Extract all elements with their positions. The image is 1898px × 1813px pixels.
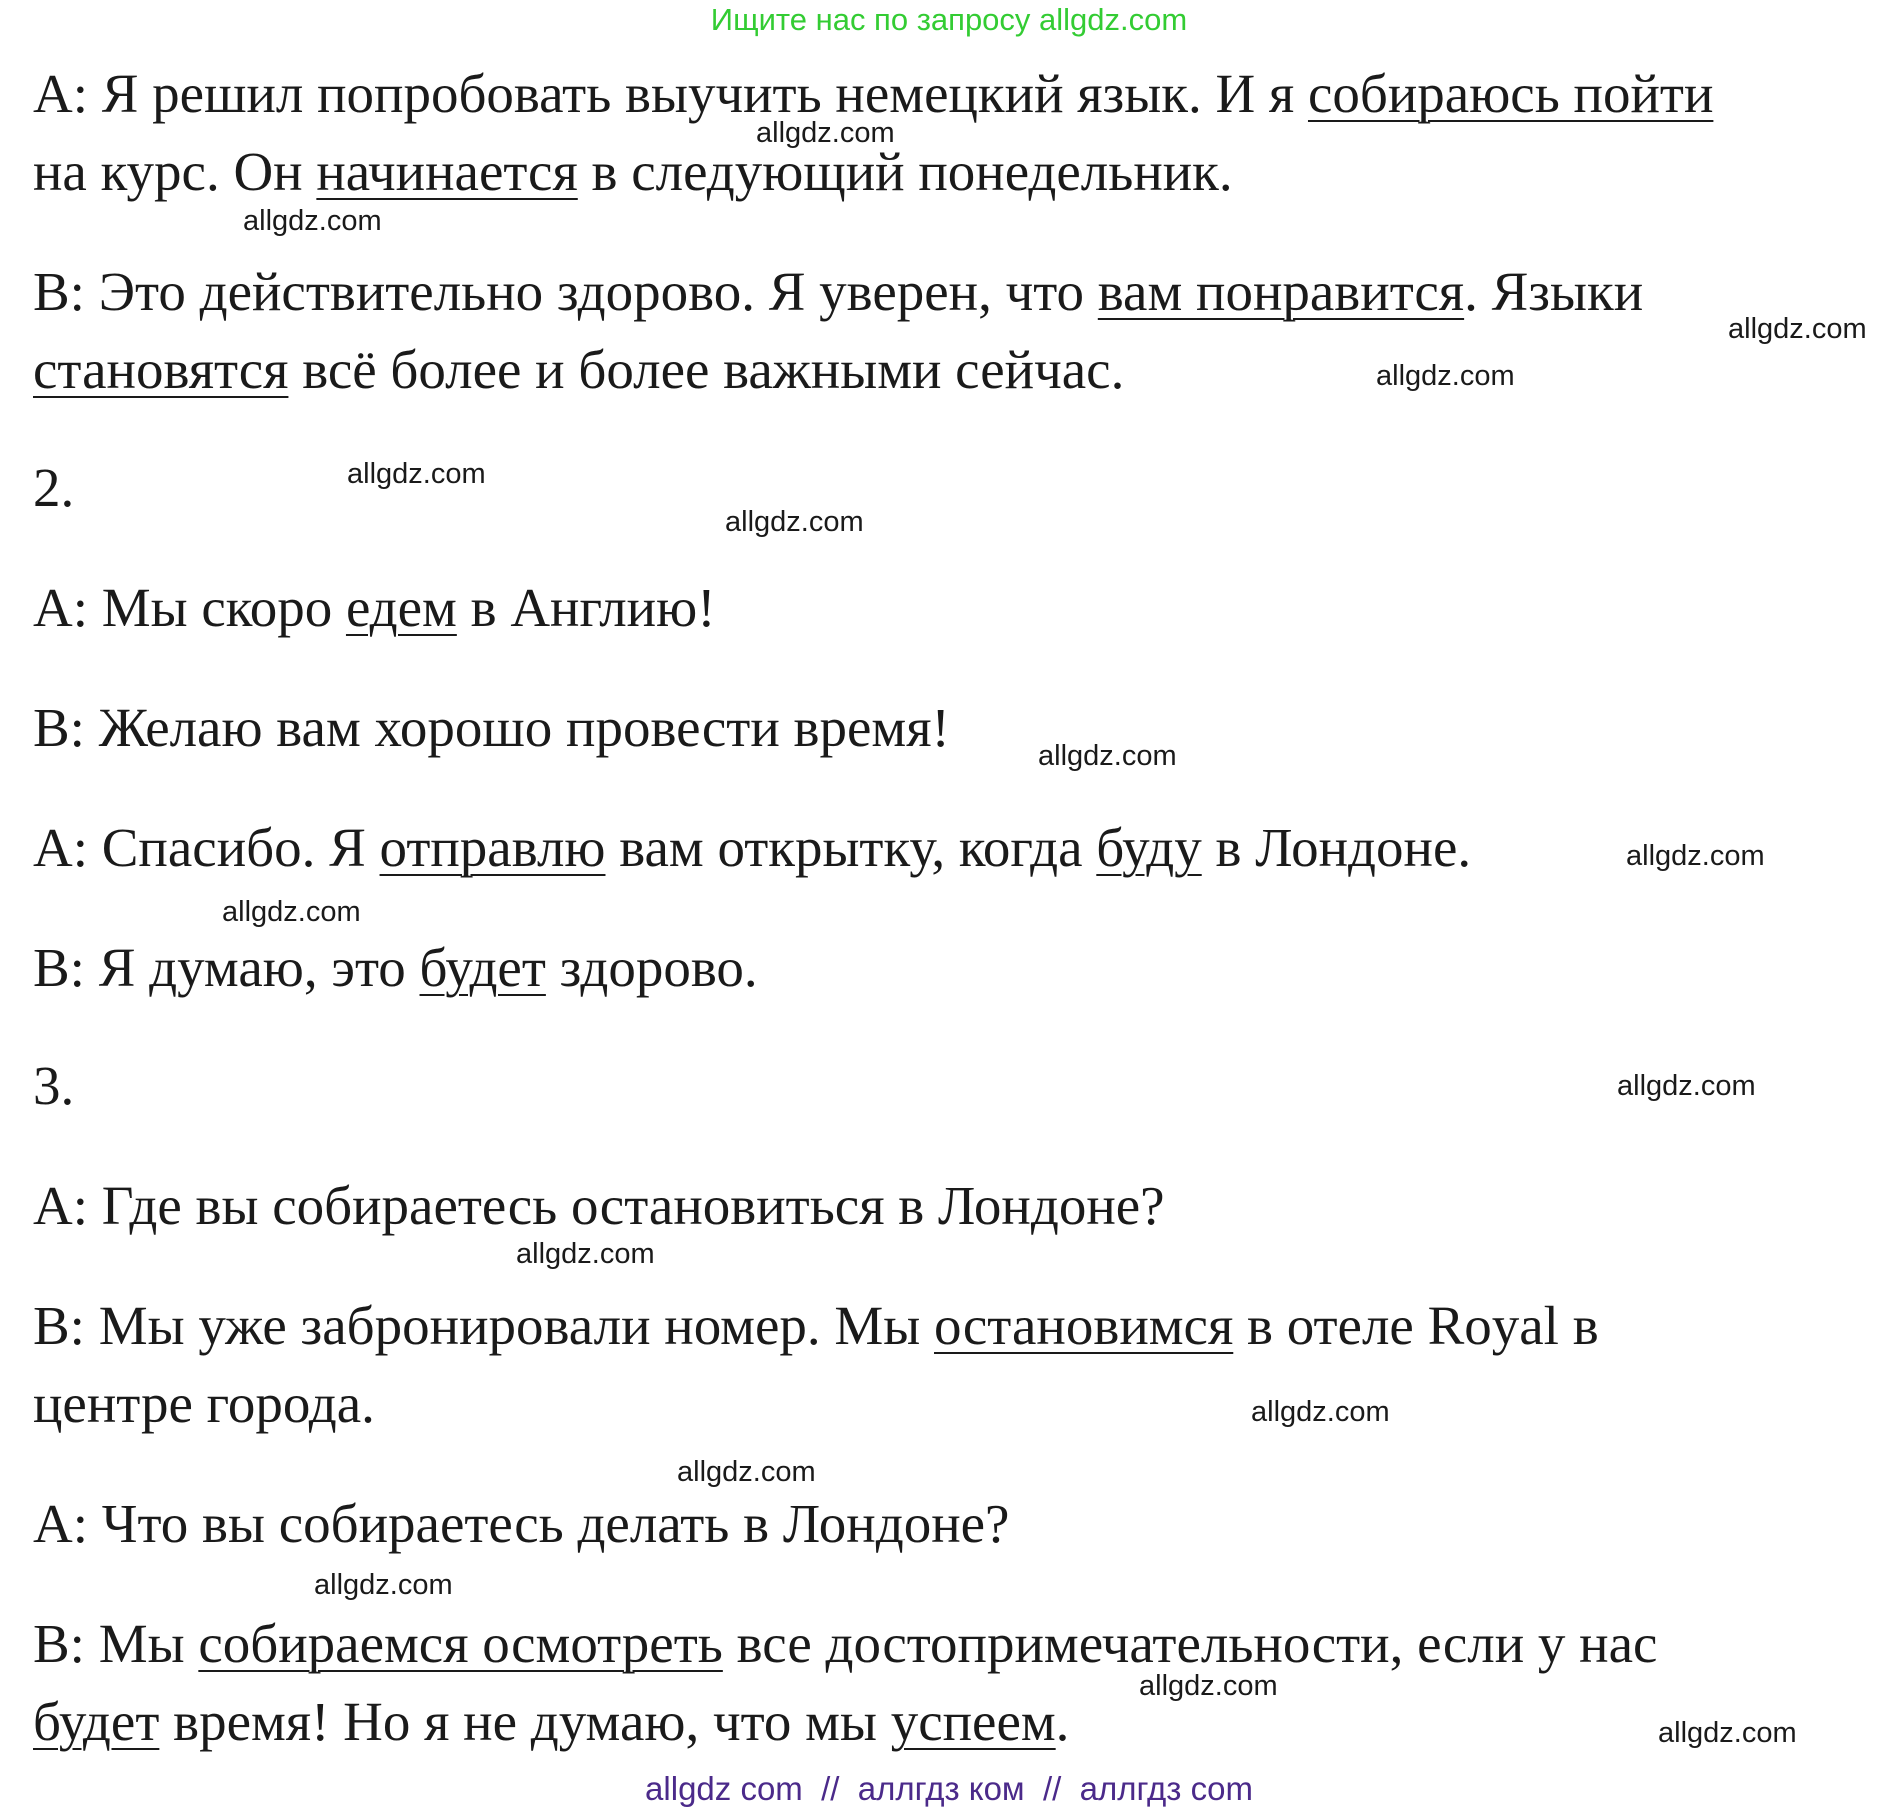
underlined-phrase: будет: [419, 937, 546, 998]
watermark: allgdz.com: [222, 896, 361, 928]
underlined-phrase: будет: [33, 1691, 160, 1752]
footer-links: allgdz com // аллгдз ком // аллгдз com: [645, 1770, 1253, 1807]
section3-line3: центре города.: [33, 1373, 375, 1434]
section3-line2: B: Мы уже забронировали номер. Мы остановимся в отеле Royal в: [33, 1295, 1599, 1356]
watermark: allgdz.com: [1626, 840, 1765, 872]
section3-line4: A: Что вы собираетесь делать в Лондоне?: [33, 1493, 1010, 1554]
dialog1-line4: становятся всё более и более важными сейчас.: [33, 339, 1125, 400]
section2-line1: A: Мы скоро едем в Англию!: [33, 577, 716, 638]
section3-line1: A: Где вы собираетесь остановиться в Лондоне?: [33, 1175, 1165, 1236]
section3-line6: будет время! Но я не думаю, что мы успеем.: [33, 1691, 1070, 1752]
section3-line5: B: Мы собираемся осмотреть все достопримечательности, если у нас: [33, 1613, 1658, 1674]
watermark: allgdz.com: [1251, 1396, 1390, 1428]
watermark: allgdz.com: [347, 458, 486, 490]
watermark: allgdz.com: [1658, 1717, 1797, 1749]
underlined-phrase: вам понравится: [1097, 261, 1465, 322]
watermark: allgdz.com: [314, 1569, 453, 1601]
top-banner: Ищите нас по запросу allgdz.com: [710, 2, 1188, 37]
underlined-phrase: остановимся: [934, 1295, 1234, 1356]
dialog1-line1: A: Я решил попробовать выучить немецкий язык. И я собираюсь пойти: [33, 63, 1714, 124]
watermark: allgdz.com: [1617, 1070, 1756, 1102]
watermark: allgdz.com: [243, 205, 382, 237]
underlined-phrase: начинается: [316, 141, 578, 202]
underlined-phrase: собираемся осмотреть: [198, 1613, 723, 1674]
section3-number: 3.: [33, 1055, 75, 1116]
watermark: allgdz.com: [1139, 1670, 1278, 1702]
dialog1-line3: B: Это действительно здорово. Я уверен, что вам понравится. Языки: [33, 261, 1644, 322]
underlined-phrase: собираюсь пойти: [1307, 63, 1714, 124]
watermark: allgdz.com: [1376, 360, 1515, 392]
watermark: allgdz.com: [516, 1238, 655, 1270]
underlined-phrase: успеем: [890, 1691, 1056, 1752]
section2-number: 2.: [33, 457, 75, 518]
underlined-phrase: едем: [345, 577, 457, 638]
watermark: allgdz.com: [1038, 740, 1177, 772]
section2-line2: B: Желаю вам хорошо провести время!: [33, 697, 950, 758]
underlined-phrase: буду: [1096, 817, 1202, 878]
underlined-phrase: становятся: [33, 339, 289, 400]
section2-line4: B: Я думаю, это будет здорово.: [33, 937, 758, 998]
watermark: allgdz.com: [1728, 313, 1867, 345]
watermark: allgdz.com: [756, 117, 895, 149]
section2-line3: A: Спасибо. Я отправлю вам открытку, когда буду в Лондоне.: [33, 817, 1472, 878]
dialog1-line2: на курс. Он начинается в следующий понедельник.: [33, 141, 1233, 202]
watermark: allgdz.com: [725, 506, 864, 538]
underlined-phrase: отправлю: [379, 817, 606, 878]
watermark: allgdz.com: [677, 1456, 816, 1488]
